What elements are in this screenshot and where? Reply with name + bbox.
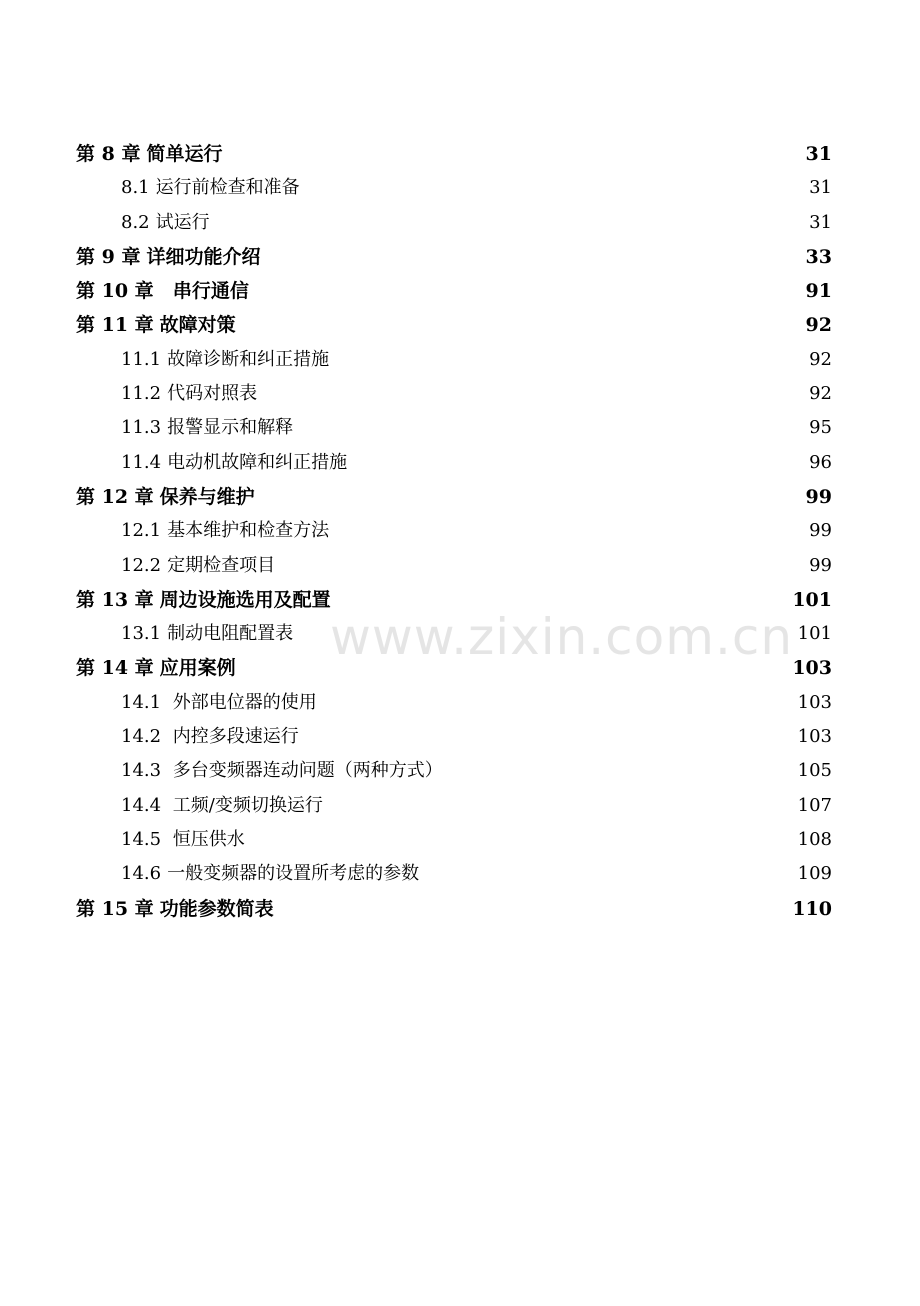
toc-entry-title — [121, 446, 347, 480]
toc-entry-text: 试运行 — [155, 211, 210, 233]
toc-chapter-entry[interactable] — [76, 240, 832, 274]
toc-page-number: 107 — [797, 794, 832, 816]
toc-section-entry[interactable] — [76, 446, 832, 480]
toc-page-number: 92 — [805, 314, 832, 337]
toc-entry-number: 第 10 章 — [76, 280, 154, 303]
toc-page-number: 101 — [792, 588, 832, 611]
toc-page-number: 103 — [792, 657, 832, 680]
toc-entry-number: 11.3 — [121, 417, 162, 439]
toc-entry-number: 14.2 — [121, 726, 162, 748]
toc-entry-title — [121, 343, 329, 377]
toc-section-entry[interactable] — [76, 617, 832, 651]
toc-page-number: 91 — [805, 280, 832, 303]
toc-entry-title — [121, 617, 293, 651]
toc-entry-title — [76, 583, 331, 617]
toc-entry-number: 第 15 章 — [76, 897, 154, 920]
toc-entry-text: 报警显示和解释 — [167, 417, 294, 439]
toc-page-number: 92 — [809, 348, 832, 370]
toc-entry-title — [121, 411, 293, 445]
toc-entry-number: 12.1 — [121, 520, 162, 542]
toc-page-number: 109 — [797, 863, 832, 885]
toc-page-number: 99 — [809, 554, 832, 576]
toc-entry-title — [121, 686, 317, 720]
toc-page-number: 103 — [797, 726, 832, 748]
toc-entry-text: 运行前检查和准备 — [155, 177, 300, 199]
toc-entry-number: 14.5 — [121, 828, 162, 850]
toc-entry-title — [121, 857, 419, 891]
toc-entry-number: 14.6 — [121, 863, 162, 885]
toc-entry-title — [121, 514, 329, 548]
toc-entry-text: 应用案例 — [159, 657, 236, 680]
toc-chapter-entry[interactable] — [76, 137, 832, 171]
toc-entry-number: 11.1 — [121, 348, 162, 370]
toc-page-number: 101 — [797, 623, 832, 645]
toc-entry-text: 内控多段速运行 — [167, 726, 299, 748]
toc-page-number: 31 — [809, 211, 832, 233]
toc-entry-number: 第 8 章 — [76, 143, 141, 165]
toc-chapter-entry[interactable] — [76, 308, 832, 342]
toc-entry-text: 电动机故障和纠正措施 — [167, 451, 348, 473]
toc-entry-title — [76, 274, 249, 308]
toc-entry-number: 14.1 — [121, 691, 162, 713]
toc-entry-text: 工频/变频切换运行 — [167, 794, 323, 816]
toc-entry-text: 周边设施选用及配置 — [159, 588, 331, 611]
toc-entry-title — [121, 549, 275, 583]
toc-page-number: 31 — [809, 177, 832, 199]
toc-entry-text: 详细功能介绍 — [146, 245, 261, 268]
toc-entry-title — [76, 651, 236, 685]
toc-section-entry[interactable] — [76, 411, 832, 445]
toc-entry-number: 14.3 — [121, 760, 162, 782]
toc-page-number: 108 — [797, 828, 832, 850]
toc-section-entry[interactable] — [76, 343, 832, 377]
toc-section-entry[interactable] — [76, 857, 832, 891]
toc-entry-text: 外部电位器的使用 — [167, 691, 317, 713]
toc-section-entry[interactable] — [76, 514, 832, 548]
toc-entry-title — [121, 754, 443, 788]
toc-entry-title — [76, 480, 255, 514]
toc-entry-number: 11.4 — [121, 451, 162, 473]
toc-entry-text: 保养与维护 — [159, 485, 255, 508]
watermark: www.zixin.com.cn — [330, 608, 794, 666]
toc-entry-text: 制动电阻配置表 — [167, 623, 294, 645]
toc-chapter-entry[interactable] — [76, 583, 832, 617]
toc-entry-number: 第 14 章 — [76, 657, 154, 680]
toc-entry-number: 14.4 — [121, 794, 162, 816]
toc-entry-number: 第 12 章 — [76, 485, 154, 508]
toc-entry-number: 12.2 — [121, 554, 162, 576]
toc-section-entry[interactable] — [76, 754, 832, 788]
toc-page-number: 110 — [792, 897, 832, 920]
toc-entry-title — [121, 720, 299, 754]
toc-entry-title — [121, 789, 323, 823]
toc-chapter-entry[interactable] — [76, 274, 832, 308]
toc-entry-number: 13.1 — [121, 623, 162, 645]
table-of-contents — [76, 137, 832, 926]
toc-entry-number: 11.2 — [121, 383, 162, 405]
toc-entry-title — [121, 823, 245, 857]
toc-entry-text: 功能参数简表 — [159, 897, 274, 920]
toc-page-number: 92 — [809, 383, 832, 405]
toc-page-number: 99 — [809, 520, 832, 542]
toc-section-entry[interactable] — [76, 377, 832, 411]
toc-entry-number: 8.2 — [121, 211, 150, 233]
toc-page-number: 33 — [805, 245, 832, 268]
toc-entry-text: 代码对照表 — [167, 383, 258, 405]
toc-entry-text: 定期检查项目 — [167, 554, 276, 576]
toc-entry-title — [76, 240, 260, 274]
toc-entry-text: 故障诊断和纠正措施 — [167, 348, 330, 370]
toc-entry-text: 恒压供水 — [167, 828, 245, 850]
toc-entry-title — [121, 206, 210, 240]
toc-entry-title — [76, 892, 274, 926]
toc-page-number: 105 — [797, 760, 832, 782]
toc-entry-text: 基本维护和检查方法 — [167, 520, 330, 542]
toc-page-number: 96 — [809, 451, 832, 473]
toc-entry-number: 第 11 章 — [76, 314, 154, 337]
toc-entry-text: 一般变频器的设置所考虑的参数 — [167, 863, 420, 885]
toc-section-entry[interactable] — [76, 549, 832, 583]
toc-entry-text: 串行通信 — [159, 280, 249, 303]
toc-section-entry[interactable] — [76, 823, 832, 857]
toc-entry-number: 8.1 — [121, 177, 150, 199]
toc-entry-title — [121, 171, 300, 205]
toc-entry-number: 第 9 章 — [76, 245, 141, 268]
toc-entry-text: 故障对策 — [159, 314, 236, 337]
toc-section-entry[interactable] — [76, 686, 832, 720]
toc-entry-text: 简单运行 — [146, 143, 223, 165]
toc-section-entry[interactable] — [76, 171, 832, 205]
toc-page-number: 103 — [797, 691, 832, 713]
toc-section-entry[interactable] — [76, 789, 832, 823]
toc-page-number: 99 — [805, 485, 832, 508]
toc-entry-number: 第 13 章 — [76, 588, 154, 611]
toc-chapter-entry[interactable] — [76, 651, 832, 685]
toc-entry-title — [121, 377, 257, 411]
toc-page-number: 95 — [809, 417, 832, 439]
toc-entry-title — [76, 308, 236, 342]
toc-chapter-entry[interactable] — [76, 892, 832, 926]
toc-entry-title — [76, 137, 222, 171]
toc-section-entry[interactable] — [76, 720, 832, 754]
toc-entry-text: 多台变频器连动问题（两种方式） — [167, 760, 443, 782]
toc-page-number: 31 — [805, 143, 832, 165]
toc-section-entry[interactable] — [76, 206, 832, 240]
toc-chapter-entry[interactable] — [76, 480, 832, 514]
